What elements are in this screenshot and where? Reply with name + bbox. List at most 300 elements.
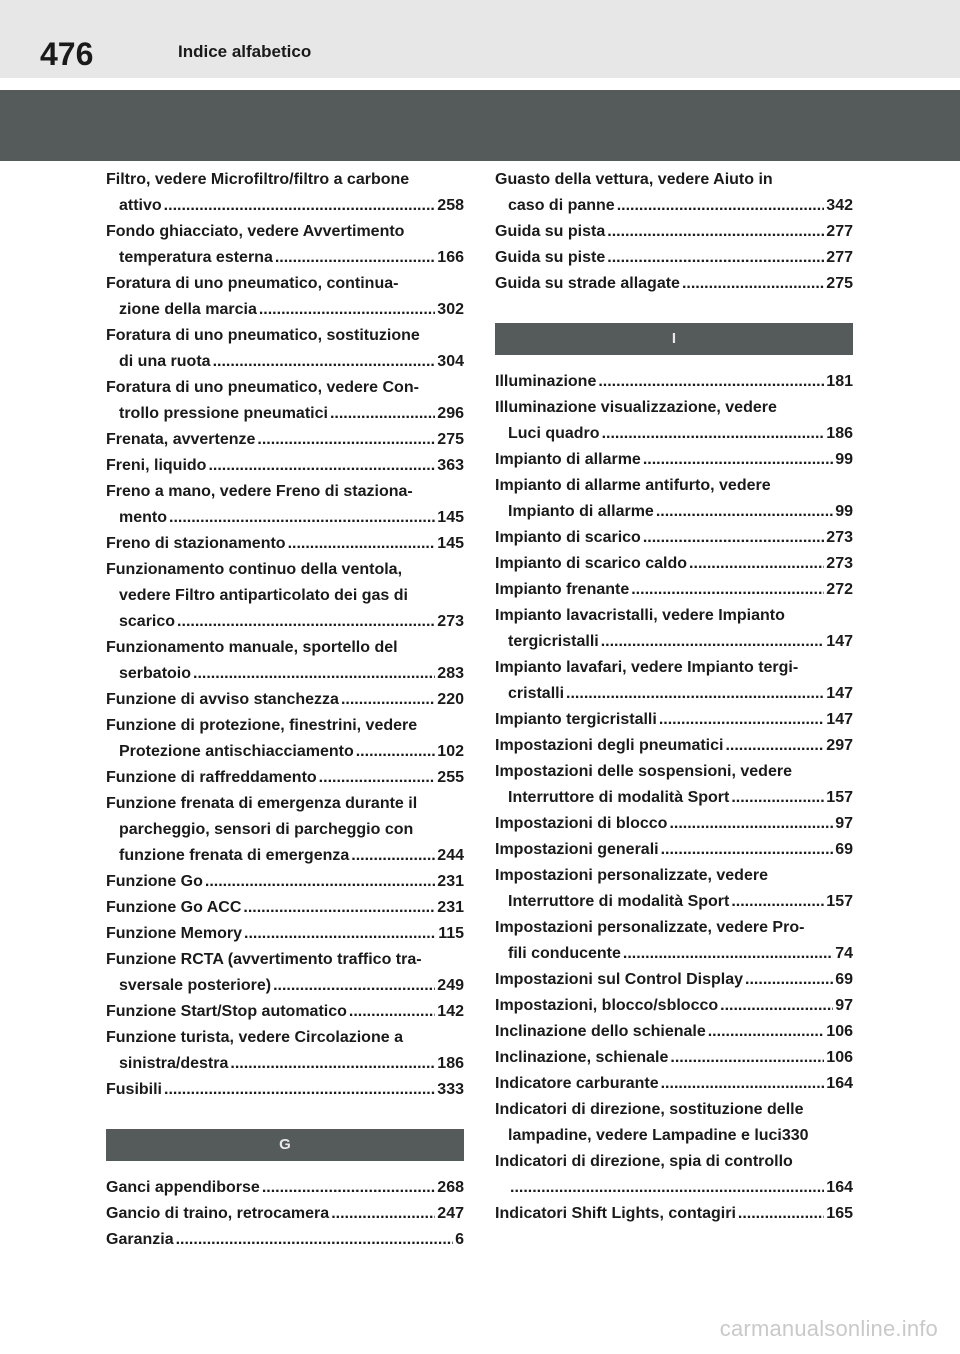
index-entry[interactable] (495, 219, 853, 245)
page-reference[interactable]: 69 (835, 841, 853, 858)
leader-dots (566, 681, 824, 707)
index-entry-line (106, 999, 464, 1025)
index-entry-line (106, 765, 464, 791)
index-entry-text: Impostazioni degli pneumatici (495, 737, 724, 754)
index-entry-line (495, 837, 853, 863)
index-entry-line (106, 661, 464, 687)
index-entry-line (495, 193, 853, 219)
leader-dots (669, 811, 833, 837)
leader-dots (275, 245, 435, 271)
page-reference[interactable]: 244 (437, 847, 464, 864)
page-reference[interactable]: 147 (826, 633, 853, 650)
index-entry[interactable] (495, 1149, 853, 1201)
page-reference[interactable]: 164 (826, 1075, 853, 1092)
leader-dots (720, 993, 833, 1019)
index-entry-text: vedere Filtro antiparticolato dei gas di (119, 587, 408, 604)
leader-dots (598, 369, 824, 395)
leader-dots (708, 1019, 825, 1045)
page-reference[interactable]: 302 (437, 301, 464, 318)
page-reference[interactable]: 268 (437, 1179, 464, 1196)
leader-dots (682, 271, 824, 297)
index-entry-text: Foratura di uno pneumatico, sostituzione (106, 327, 420, 344)
index-entry-line (495, 421, 853, 447)
index-entry-text: cristalli (508, 685, 565, 702)
index-entry[interactable] (495, 915, 853, 967)
page-reference[interactable]: 283 (437, 665, 464, 682)
index-entry-line (495, 525, 853, 551)
leader-dots (288, 531, 436, 557)
leader-dots (745, 967, 833, 993)
leader-dots (607, 245, 824, 271)
index-entry-text: Impostazioni delle sospensioni, vedere (495, 763, 792, 780)
page-reference[interactable]: 297 (826, 737, 853, 754)
index-entry-line (495, 447, 853, 473)
index-entry-text: Fusibili (106, 1081, 162, 1098)
leader-dots (243, 895, 435, 921)
leader-dots (273, 973, 435, 999)
index-entry-line (495, 1149, 853, 1175)
leader-dots (607, 219, 824, 245)
index-entry-line (106, 297, 464, 323)
index-entry[interactable] (106, 1025, 464, 1077)
page-reference[interactable]: 258 (437, 197, 464, 214)
leader-dots (661, 1071, 825, 1097)
index-entry[interactable] (495, 447, 853, 473)
leader-dots (262, 1175, 435, 1201)
index-entry-line (106, 245, 464, 271)
leader-dots (205, 869, 435, 895)
index-entry-line (495, 245, 853, 271)
index-entry[interactable] (495, 271, 853, 297)
leader-dots (643, 525, 824, 551)
index-entry-text: di una ruota (119, 353, 211, 370)
index-entry-text: Luci quadro (508, 425, 600, 442)
index-entry[interactable] (106, 557, 464, 635)
index-entry-text: Interruttore di modalità Sport (508, 789, 730, 806)
index-entry[interactable] (106, 921, 464, 947)
index-entry-text: Funzione Memory (106, 925, 243, 942)
index-entry[interactable] (106, 713, 464, 765)
index-entry[interactable] (106, 531, 464, 557)
index-entry-line (495, 1045, 853, 1071)
index-entry-text: lampadine, vedere Lampadine e luci330 (508, 1127, 809, 1144)
index-entry-line (106, 921, 464, 947)
index-entry-line (495, 915, 853, 941)
index-entry-line (106, 479, 464, 505)
leader-dots (725, 733, 824, 759)
index-entry-line (495, 681, 853, 707)
leader-dots (656, 499, 833, 525)
index-entry-text: Impostazioni personalizzate, vedere Pro- (495, 919, 805, 936)
page-reference[interactable]: 147 (826, 711, 853, 728)
index-entry[interactable] (495, 707, 853, 733)
index-entry-line (106, 193, 464, 219)
index-entry-text: scarico (119, 613, 176, 630)
index-entry-line (495, 499, 853, 525)
page-reference[interactable]: 115 (438, 925, 464, 942)
index-entry-line (495, 167, 853, 193)
index-entry-line (495, 993, 853, 1019)
page-reference[interactable]: 186 (826, 425, 853, 442)
page-reference[interactable]: 142 (437, 1003, 464, 1020)
index-entry[interactable] (106, 219, 464, 271)
page-reference[interactable]: 342 (826, 197, 853, 214)
page-reference[interactable]: 277 (826, 249, 853, 266)
index-entry-text: Funzione turista, vedere Circolazione a (106, 1029, 403, 1046)
index-entry-text: caso di panne (508, 197, 615, 214)
index-entry[interactable] (495, 759, 853, 811)
index-entry[interactable] (106, 765, 464, 791)
index-entry-text: Funzione frenata di emergenza durante il (106, 795, 418, 812)
index-entry-line (495, 811, 853, 837)
index-entry[interactable] (495, 1097, 853, 1149)
leader-dots (259, 297, 435, 323)
page-reference[interactable]: 106 (826, 1023, 853, 1040)
leader-dots (208, 453, 435, 479)
index-entry-line (106, 323, 464, 349)
page-reference[interactable]: 220 (437, 691, 464, 708)
index-entry[interactable] (495, 655, 853, 707)
page-reference[interactable]: 147 (826, 685, 853, 702)
index-column-right (495, 167, 853, 1227)
index-entry[interactable] (495, 245, 853, 271)
leader-dots (731, 889, 824, 915)
leader-dots (670, 1045, 824, 1071)
index-entry-text: Funzione Start/Stop automatico (106, 1003, 347, 1020)
index-entry-text: Funzione di avviso stanchezza (106, 691, 339, 708)
page-reference[interactable]: 273 (826, 529, 853, 546)
index-entry-text: Fondo ghiacciato, vedere Avvertimento (106, 223, 405, 240)
index-entry-line (106, 401, 464, 427)
index-entry-line (495, 655, 853, 681)
index-entry-text: funzione frenata di emergenza (119, 847, 350, 864)
index-entry-line (495, 889, 853, 915)
index-entry-line (495, 785, 853, 811)
page-reference[interactable]: 277 (826, 223, 853, 240)
page-reference[interactable]: 333 (437, 1081, 464, 1098)
page-reference[interactable]: 165 (826, 1205, 853, 1222)
index-entry-line (106, 609, 464, 635)
index-entry-text: Impianto di allarme (508, 503, 654, 520)
page-reference[interactable]: 157 (826, 789, 853, 806)
top-header-bar (0, 0, 960, 78)
index-entry-line (106, 843, 464, 869)
index-entry[interactable] (106, 1175, 464, 1201)
index-entry-text: Garanzia (106, 1231, 174, 1248)
index-entry-text: Impostazioni personalizzate, vedere (495, 867, 768, 884)
index-entry[interactable] (495, 967, 853, 993)
index-entry[interactable] (495, 525, 853, 551)
index-entry-text: zione della marcia (119, 301, 257, 318)
index-entry-text: Impianto tergicristalli (495, 711, 657, 728)
index-entry-line (106, 713, 464, 739)
leader-dots (349, 999, 435, 1025)
index-entry-line (495, 1071, 853, 1097)
index-entry-line (106, 687, 464, 713)
index-entry-text: Funzionamento continuo della ventola, (106, 561, 403, 578)
page-reference[interactable]: 102 (437, 743, 464, 760)
index-entry[interactable] (106, 323, 464, 375)
index-entry-text: Impostazioni generali (495, 841, 659, 858)
index-entry-text: Impostazioni di blocco (495, 815, 668, 832)
page-reference[interactable]: 273 (826, 555, 853, 572)
section-header-i (495, 323, 853, 355)
page-reference[interactable]: 296 (437, 405, 464, 422)
index-entry-line (106, 531, 464, 557)
index-entry-text: Impostazioni sul Control Display (495, 971, 744, 988)
leader-dots (331, 1201, 435, 1227)
index-entry-text: Impianto lavacristalli, vedere Impianto (495, 607, 785, 624)
index-entry-text: Protezione antischiacciamento (119, 743, 354, 760)
index-entry[interactable] (495, 577, 853, 603)
page-reference[interactable]: 97 (835, 997, 853, 1014)
index-entry-text: Funzione RCTA (avvertimento traffico tra- (106, 951, 422, 968)
index-entry[interactable] (495, 603, 853, 655)
leader-dots (244, 921, 436, 947)
page-number: 476 (40, 36, 94, 72)
index-entry-text: attivo (119, 197, 162, 214)
leader-dots (631, 577, 824, 603)
index-entry-text: Illuminazione visualizzazione, vedere (495, 399, 777, 416)
index-entry-line (106, 453, 464, 479)
page-reference[interactable]: 181 (826, 373, 853, 390)
index-entry[interactable] (495, 837, 853, 863)
index-entry-text: Illuminazione (495, 373, 597, 390)
page-reference[interactable]: 99 (835, 503, 853, 520)
index-entry-text: Funzione Go ACC (106, 899, 242, 916)
index-entry-line (106, 947, 464, 973)
leader-dots (164, 1077, 435, 1103)
leader-dots (257, 427, 435, 453)
leader-dots (169, 505, 435, 531)
section-header-g (106, 1129, 464, 1161)
index-entry-text: Guida su pista (495, 223, 606, 240)
index-entry-line (495, 395, 853, 421)
index-entry-line (106, 791, 464, 817)
leader-dots (510, 1175, 824, 1201)
page-reference[interactable]: 145 (437, 535, 464, 552)
index-entry-text: Impianto di scarico caldo (495, 555, 688, 572)
index-entry[interactable] (495, 1201, 853, 1227)
index-entry[interactable] (106, 479, 464, 531)
index-entry-line (495, 577, 853, 603)
leader-dots (351, 843, 435, 869)
leader-dots (177, 609, 435, 635)
index-entry-line (495, 369, 853, 395)
index-entry-line (106, 583, 464, 609)
index-entry[interactable] (106, 1227, 464, 1253)
index-entry-text: Impianto di scarico (495, 529, 641, 546)
index-entry[interactable] (495, 811, 853, 837)
section-letter: G (279, 1136, 291, 1153)
page-reference[interactable]: 6 (455, 1231, 464, 1248)
index-entry[interactable] (495, 1045, 853, 1071)
leader-dots (623, 941, 833, 967)
index-entry-line (106, 817, 464, 843)
section-title: Indice alfabetico (178, 42, 312, 61)
index-entry-line (106, 1077, 464, 1103)
index-entry-text: Impianto di allarme (495, 451, 641, 468)
page-reference[interactable]: 166 (437, 249, 464, 266)
index-entry-line (106, 1051, 464, 1077)
index-entry-line (495, 551, 853, 577)
index-entry-line (495, 271, 853, 297)
page-reference[interactable]: 106 (826, 1049, 853, 1066)
index-entry-line (106, 427, 464, 453)
index-entry-line (106, 167, 464, 193)
leader-dots (330, 401, 435, 427)
page-reference[interactable]: 145 (437, 509, 464, 526)
index-entry[interactable] (495, 1071, 853, 1097)
leader-dots (617, 193, 825, 219)
index-entry-text: Foratura di uno pneumatico, continua- (106, 275, 399, 292)
leader-dots (661, 837, 834, 863)
index-entry-line (106, 1175, 464, 1201)
index-entry-text: Impianto frenante (495, 581, 630, 598)
leader-dots (213, 349, 436, 375)
index-entry-text: Freni, liquido (106, 457, 207, 474)
index-entry[interactable] (106, 635, 464, 687)
page-reference[interactable]: 249 (437, 977, 464, 994)
index-entry[interactable] (106, 375, 464, 427)
index-entry-text: Indicatori di direzione, sostituzione delle (495, 1101, 804, 1118)
index-entry[interactable] (495, 1019, 853, 1045)
page-reference[interactable]: 99 (835, 451, 853, 468)
index-entry-line (106, 1201, 464, 1227)
index-entry-line (495, 941, 853, 967)
index-entry-text: Inclinazione dello schienale (495, 1023, 706, 1040)
index-entry[interactable] (106, 427, 464, 453)
leader-dots (689, 551, 824, 577)
index-entry-text: sinistra/destra (119, 1055, 229, 1072)
index-entry-line (495, 603, 853, 629)
leader-dots (643, 447, 833, 473)
index-entry[interactable] (495, 733, 853, 759)
page-reference[interactable]: 304 (437, 353, 464, 370)
index-entry[interactable] (106, 869, 464, 895)
index-entry[interactable] (495, 369, 853, 395)
leader-dots (319, 765, 436, 791)
index-entry-line (495, 1123, 853, 1149)
page-reference[interactable]: 273 (437, 613, 464, 630)
page-reference[interactable]: 74 (835, 945, 853, 962)
index-entry-text: Funzionamento manuale, sportello del (106, 639, 398, 656)
index-entry-line (495, 219, 853, 245)
index-entry-line (495, 707, 853, 733)
leader-dots (602, 421, 825, 447)
section-letter: I (671, 330, 677, 347)
index-entry-text: tergicristalli (508, 633, 599, 650)
leader-dots (659, 707, 824, 733)
index-entry-line (106, 219, 464, 245)
dark-banner (0, 90, 960, 161)
index-entry-text: serbatoio (119, 665, 192, 682)
index-entry-text: Guasto della vettura, vedere Aiuto in (495, 171, 773, 188)
index-entry-text: Funzione Go (106, 873, 203, 890)
page-reference[interactable]: 97 (835, 815, 853, 832)
page-reference[interactable]: 272 (826, 581, 853, 598)
index-entry[interactable] (495, 395, 853, 447)
index-entry-text: mento (119, 509, 167, 526)
index-entry-text: Guida su strade allagate (495, 275, 680, 292)
index-entry[interactable] (106, 895, 464, 921)
page-reference[interactable]: 231 (437, 899, 464, 916)
index-entry-text: Inclinazione, schienale (495, 1049, 669, 1066)
index-entry-text: temperatura esterna (119, 249, 273, 266)
leader-dots (164, 193, 436, 219)
leader-dots (356, 739, 436, 765)
index-entry-text: fili conducente (508, 945, 621, 962)
index-entry-text: parcheggio, sensori di parcheggio con (119, 821, 414, 838)
index-entry-text: Guida su piste (495, 249, 606, 266)
index-entry-line (106, 1227, 464, 1253)
index-entry-text: Indicatori Shift Lights, contagiri (495, 1205, 736, 1222)
page-reference[interactable]: 157 (826, 893, 853, 910)
leader-dots (738, 1201, 824, 1227)
index-entry[interactable] (106, 271, 464, 323)
index-entry-text: Interruttore di modalità Sport (508, 893, 730, 910)
index-entry[interactable] (495, 167, 853, 219)
index-entry[interactable] (106, 687, 464, 713)
page-reference[interactable]: 255 (437, 769, 464, 786)
page-reference[interactable]: 231 (437, 873, 464, 890)
index-entry-line (495, 629, 853, 655)
index-entry-line (106, 869, 464, 895)
index-entry-line (106, 375, 464, 401)
page-reference[interactable]: 247 (437, 1205, 464, 1222)
index-entry-line (106, 973, 464, 999)
index-entry-line (495, 967, 853, 993)
index-entry-text: Freno a mano, vedere Freno di staziona- (106, 483, 413, 500)
index-entry-line (495, 1175, 853, 1201)
index-entry[interactable] (495, 551, 853, 577)
index-entry-text: Filtro, vedere Microfiltro/filtro a carbone (106, 171, 410, 188)
leader-dots (731, 785, 824, 811)
index-entry[interactable] (106, 453, 464, 479)
index-entry-text: Impianto di allarme antifurto, vedere (495, 477, 771, 494)
page-reference[interactable]: 275 (826, 275, 853, 292)
page-reference[interactable]: 164 (826, 1179, 853, 1196)
page-reference[interactable]: 186 (437, 1055, 464, 1072)
index-entry-text: Foratura di uno pneumatico, vedere Con- (106, 379, 419, 396)
index-entry-line (106, 505, 464, 531)
index-entry[interactable] (495, 863, 853, 915)
index-entry[interactable] (106, 1077, 464, 1103)
leader-dots (193, 661, 435, 687)
index-entry-line (495, 1201, 853, 1227)
index-entry-line (106, 895, 464, 921)
leader-dots (230, 1051, 435, 1077)
page-reference[interactable]: 69 (835, 971, 853, 988)
leader-dots (341, 687, 435, 713)
index-entry[interactable] (106, 791, 464, 869)
index-entry[interactable] (106, 947, 464, 999)
index-entry[interactable] (495, 473, 853, 525)
index-entry-text: Impianto lavafari, vedere Impianto tergi- (495, 659, 799, 676)
page-reference[interactable]: 363 (437, 457, 464, 474)
index-entry[interactable] (106, 999, 464, 1025)
index-entry[interactable] (106, 1201, 464, 1227)
index-entry-text: Funzione di protezione, finestrini, vedere (106, 717, 418, 734)
index-entry-text: Indicatori di direzione, spia di controllo (495, 1153, 793, 1170)
page-reference[interactable]: 275 (437, 431, 464, 448)
index-entry[interactable] (106, 167, 464, 219)
index-entry[interactable] (495, 993, 853, 1019)
leader-dots (176, 1227, 454, 1253)
index-entry-line (495, 1097, 853, 1123)
index-column-left (106, 167, 464, 1253)
index-entry-text: Impostazioni, blocco/sblocco (495, 997, 719, 1014)
